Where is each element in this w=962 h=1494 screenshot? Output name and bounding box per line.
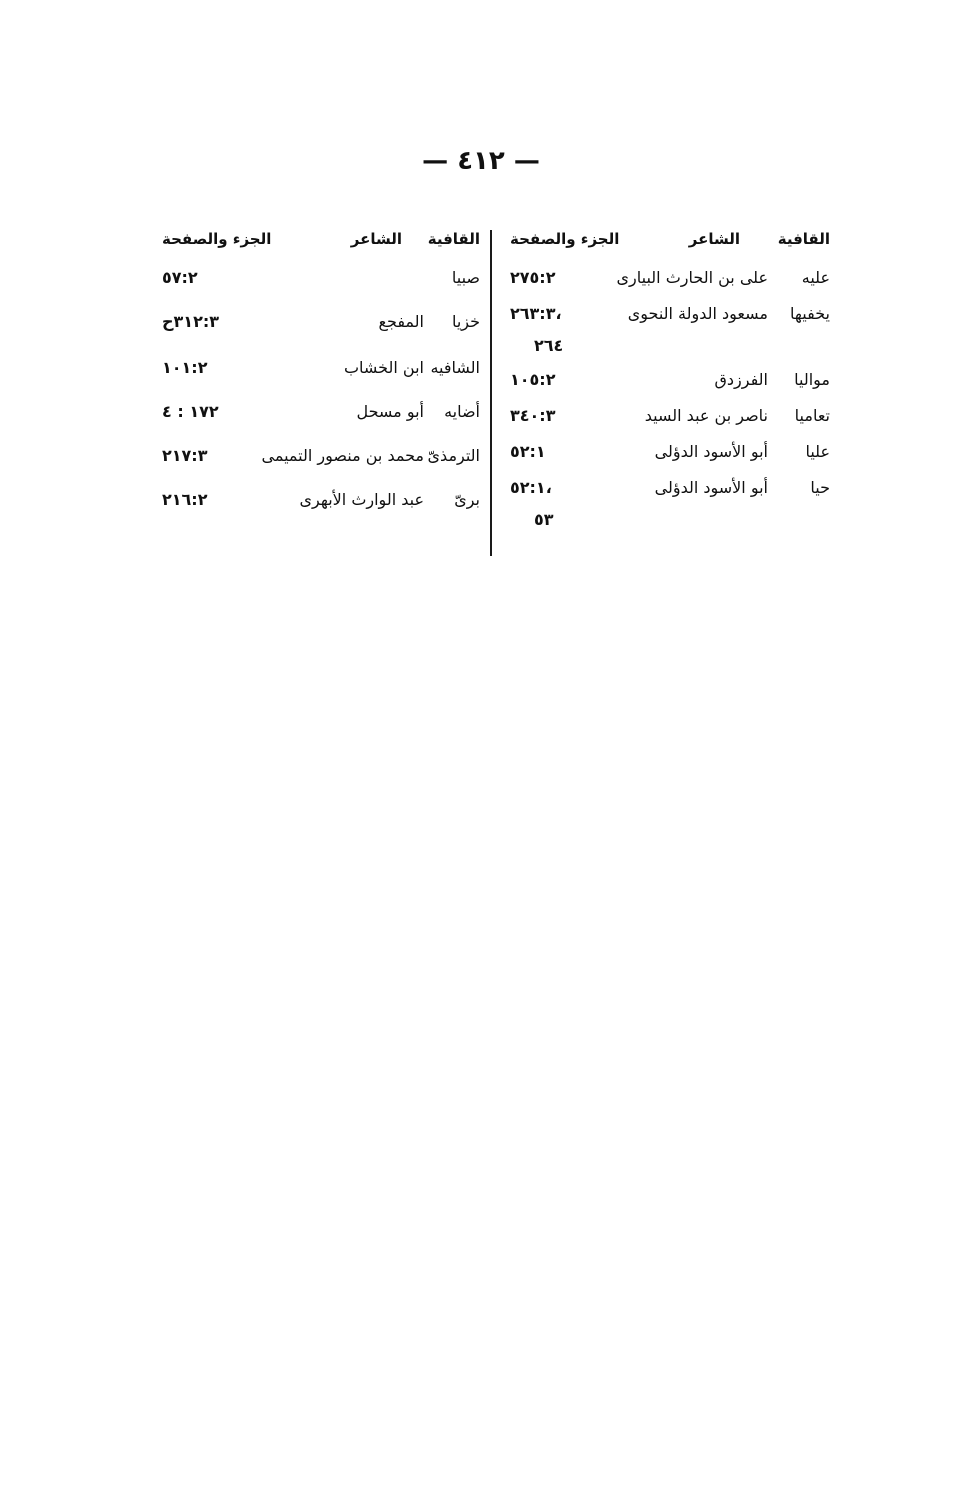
table-row (510, 264, 830, 300)
volume-page-cell: ٥٧:٢ (162, 268, 198, 287)
right-column (510, 226, 830, 540)
table-row (510, 366, 830, 402)
table-row (162, 398, 480, 434)
poet-cell: أبو مسحل (356, 402, 424, 421)
rhyme-header: القافية (427, 230, 480, 248)
rhyme-cell: حيا (810, 478, 830, 497)
volume-page-continuation: ٢٦٤ (534, 336, 564, 355)
rhyme-cell: يخفيها (790, 304, 830, 323)
rhyme-cell: تعاميا (794, 406, 830, 425)
volume-page-cell: ٢٧٥:٢ (510, 268, 556, 287)
table-row (162, 442, 480, 478)
rhyme-header: القافية (777, 230, 830, 248)
volume-page-header: الجزء والصفحة (510, 230, 620, 248)
poet-cell: أبو الأسود الدؤلى (654, 478, 768, 497)
volume-page-cell: ٢١٧:٣ (162, 446, 208, 465)
poet-cell: مسعود الدولة النحوى (627, 304, 768, 323)
volume-page-cell: ١٠١:٢ (162, 358, 208, 377)
volume-page-continuation: ٥٣ (534, 510, 554, 529)
rhyme-cell: أضايه (444, 402, 480, 421)
volume-page-cell: ٥٢:١ (510, 442, 546, 461)
poet-cell: على بن الحارث البيارى (616, 268, 768, 287)
left-column-header (162, 226, 480, 264)
poet-cell: ابن الخشاب (343, 358, 424, 377)
volume-page-cell: ٢٦٣:٣، (510, 304, 562, 323)
rhyme-cell: عليه (801, 268, 830, 287)
page-continuation (510, 510, 830, 540)
table-row (162, 308, 480, 344)
table-row (510, 402, 830, 438)
volume-page-cell: ٣١٢:٣ح (162, 312, 219, 331)
poet-cell: أبو الأسود الدؤلى (654, 442, 768, 461)
left-column (162, 226, 480, 522)
table-row (510, 474, 830, 510)
volume-page-cell: ١٠٥:٢ (510, 370, 556, 389)
volume-page-cell: ١٧٢ : ٤ (162, 402, 219, 421)
rhyme-cell: الترمذىّ (427, 446, 480, 465)
column-divider (490, 230, 492, 556)
poet-cell: الفرزدق (714, 370, 768, 389)
poet-cell: عبد الوارث الأبهرى (299, 490, 424, 509)
rhyme-cell: خزيا (451, 312, 480, 331)
table-row (162, 264, 480, 300)
rhyme-cell: الشافيه (430, 358, 480, 377)
volume-page-cell: ٣٤٠:٣ (510, 406, 556, 425)
right-column-header (510, 226, 830, 264)
table-row (162, 486, 480, 522)
rhyme-cell: مواليا (794, 370, 830, 389)
table-row (162, 354, 480, 390)
table-row (510, 438, 830, 474)
volume-page-cell: ٢١٦:٢ (162, 490, 208, 509)
table-row (510, 300, 830, 336)
rhyme-cell: برىّ (454, 490, 480, 509)
page-number: — ٤١٢ — (422, 146, 540, 176)
page-continuation (510, 336, 830, 366)
poet-header: الشاعر (350, 230, 402, 248)
poet-cell: المفجع (378, 312, 424, 331)
volume-page-header: الجزء والصفحة (162, 230, 272, 248)
rhyme-cell: صبيا (451, 268, 480, 287)
volume-page-cell: ٥٢:١، (510, 478, 552, 497)
poet-header: الشاعر (688, 230, 740, 248)
rhyme-cell: عليا (805, 442, 830, 461)
poet-cell: محمد بن منصور التميمى (261, 446, 424, 465)
poet-cell: ناصر بن عبد السيد (644, 406, 768, 425)
